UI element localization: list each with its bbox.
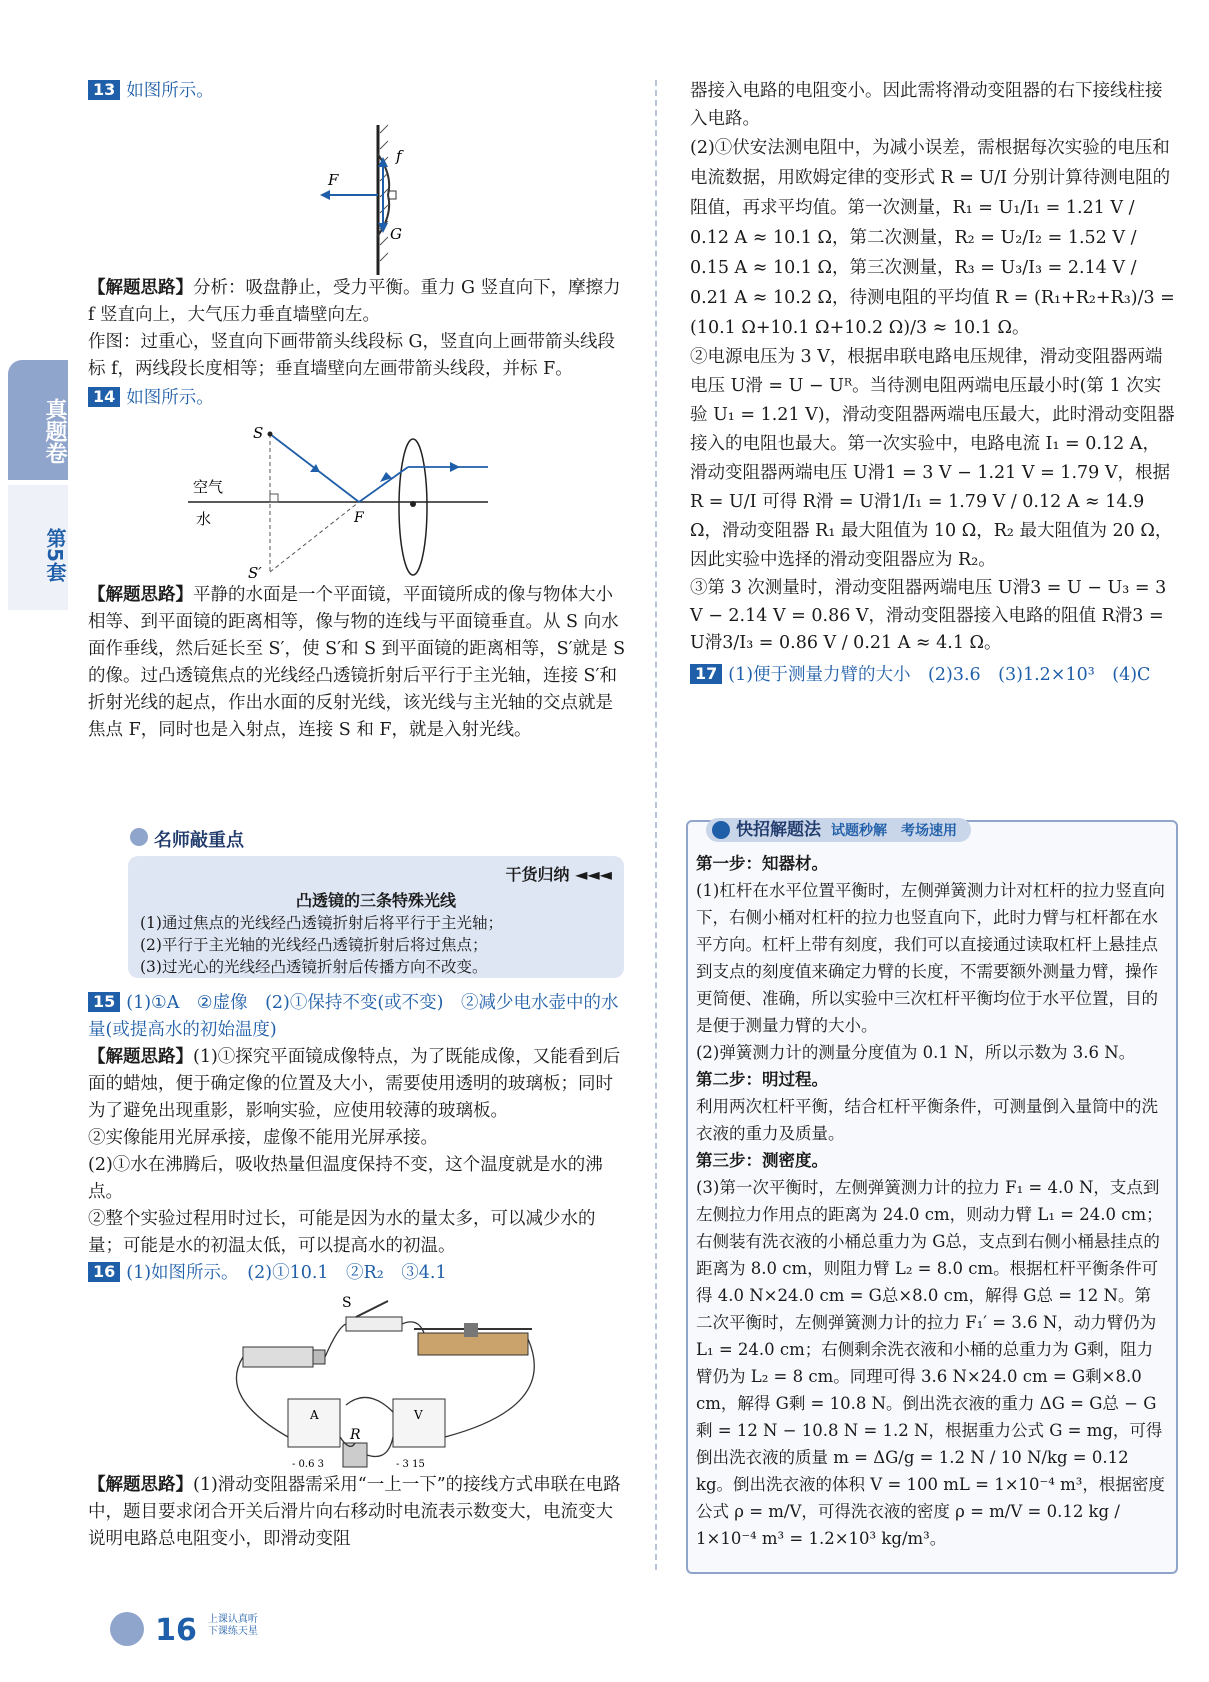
tip-body [128, 856, 624, 978]
q14-think-label: 【解题思路】 [88, 585, 193, 605]
sidebar-label-b: 第5套 [8, 485, 68, 610]
tip-tag: 干货归纳 ◄◄◄ [505, 865, 612, 884]
q13-answer: 如图所示。 [126, 81, 214, 101]
q16-think: (1)滑动变阻器需采用“一上一下”的接线方式串联在电路中，题目要求闭合开关后滑片向右移动时电流表示数变大，电流变大说明电路总电阻变小，即滑动变阻 [88, 1475, 621, 1549]
q16-fig-R: R [350, 1427, 361, 1443]
tip-item: (1)通过焦点的光线经凸透镜折射后将平行于主光轴； [140, 914, 503, 932]
page-footer [110, 1612, 258, 1652]
column-divider [655, 80, 657, 1570]
method-box [686, 820, 1178, 1574]
q13-think: 分析：吸盘静止，受力平衡。重力 G 竖直向下，摩擦力 f 竖直向上，大气压力垂直墙壁向左。 [88, 278, 621, 325]
q16-fig-A: A [310, 1408, 319, 1422]
q16-cont-p1: 器接入电路的电阻变小。因此需将滑动变阻器的右下接线柱接入电路。 [690, 81, 1163, 129]
tip-header [128, 826, 244, 852]
footer-slogan-2: 下课练天星 [207, 1626, 258, 1637]
q14-fig-F: F [354, 510, 364, 526]
tip-box [128, 826, 624, 978]
tip-header-text: 名师敲重点 [154, 830, 244, 851]
q14-think: 平静的水面是一个平面镜，平面镜所成的像与物体大小相等、到平面镜的距离相等，像与物的连线与平面镜垂直。从 S 向水面作垂线，然后延长至 S′，使 S′和 S 到平面镜的距离相等，S′就是 S 的像。过凸透镜焦点的光线经凸透镜折射后平行于主光轴，连接 S′和折射光线的起点，作出水面的反射光线，该光线与主光轴的交点就是焦点 F，同时也是入射点，连接 S 和 F，就是入射光线。 [88, 585, 626, 740]
sidebar-label-a: 真题卷 [8, 360, 68, 480]
q15-line: ②实像能用光屏承接，虚像不能用光屏承接。 [88, 1128, 438, 1148]
method-header-text: 快招解题法 [736, 820, 821, 840]
q14-figure [88, 412, 628, 582]
q16-cont-p2: (2)①伏安法测电阻中，为减小误差，需根据每次实验的电压和电流数据，用欧姆定律的变形式 R = U/I 分别计算待测电阻的阻值，再求平均值。第一次测量，R₁ = U₁/I₁ = 1.21 V / 0.12 A ≈ 10.1 Ω，第二次测量，R₂ = U₂/I₂ = 1.52 V / 0.15 A ≈ 10.1 Ω，第三次测量，R₃ = U₃/I₃ = 2.14 V / 0.21 A ≈ 10.2 Ω，待测电阻的平均值 R = (R₁+R₂+R₃)/3 = (10.1 Ω+10.1 Ω+10.2 Ω)/3 ≈ 10.1 Ω。 [690, 138, 1175, 338]
method-step: 第三步：测密度。 [696, 1151, 828, 1170]
q14-fig-water: 水 [196, 510, 212, 528]
tip-item: (2)平行于主光轴的光线经凸透镜折射后将过焦点； [140, 936, 488, 954]
footer-slogan [208, 1614, 258, 1638]
method-content [696, 850, 1166, 1552]
q17-number: 17 [690, 664, 722, 684]
q15-answer: (1)①A ②虚像 (2)①保持不变(或不变) ②减少电水壶中的水量(或提高水的初始温度) [88, 993, 619, 1040]
q13-draw: 作图：过重心，竖直向下画带箭头线段标 G，竖直向上画带箭头线段标 f，两线段长度相等；垂直墙壁向左画带箭头线段，并标 F。 [88, 332, 616, 379]
method-text: (3)第一次平衡时，左侧弹簧测力计的拉力 F₁ = 4.0 N，支点到左侧拉力作用点的距离为 24.0 cm，则动力臂 L₁ = 24.0 cm；右侧装有洗衣液的小桶总重力为 G总，支点到右侧小桶悬挂点的距离为 8.0 cm，则阻力臂 L₂ = 8.0 cm。根据杠杆平衡条件可得 4.0 N×24.0 cm = G总×8.0 cm，解得 G总 = 12 N。第二次平衡时，左侧弹簧测力计的拉力 F₁′ = 3.6 N，动力臂仍为 L₁ = 24.0 cm；右侧剩余洗衣液和小桶的总重力为 G剩，阻力臂仍为 L₂ = 8 cm。同理可得 3.6 N×24.0 cm = G剩×8.0 cm，解得 G剩 = 10.8 N。倒出洗衣液的重力 ΔG = G总 − G剩 = 12 N − 10.8 N = 1.2 N，根据重力公式 G = mg，可得倒出洗衣液的质量 m = ΔG/g = 1.2 N / 10 N/kg = 0.12 kg。倒出洗衣液的体积 V = 100 mL = 1×10⁻⁴ m³，根据密度公式 ρ = m/V，可得洗衣液的密度 ρ = m/V = 0.12 kg / 1×10⁻⁴ m³ = 1.2×10³ kg/m³。 [696, 1178, 1165, 1548]
right-column [690, 78, 1175, 689]
method-text: 利用两次杠杆平衡，结合杠杆平衡条件，可测量倒入量筒中的洗衣液的重力及质量。 [696, 1097, 1158, 1143]
q14-number: 14 [88, 387, 120, 407]
q14-answer: 如图所示。 [126, 388, 214, 408]
footer-mascot-icon [110, 1612, 144, 1646]
tip-title: 凸透镜的三条特殊光线 [295, 891, 456, 910]
method-text: (2)弹簧测力计的测量分度值为 0.1 N，所以示数为 3.6 N。 [696, 1043, 1136, 1062]
method-step: 第二步：明过程。 [696, 1070, 828, 1089]
q16-cont-p3: ②电源电压为 3 V，根据串联电路电压规律，滑动变阻器两端电压 U滑 = U − Uᴿ。当待测电阻两端电压最小时(第 1 次实验 U₁ = 1.21 V)，滑动变阻器两端电压最大，此时滑动变阻器接入的电阻也最大。第一次实验中，电路电流 I₁ = 0.12 A，滑动变阻器两端电压 U滑1 = 3 V − 1.21 V = 1.79 V，根据 R = U/I 可得 R滑 = U滑1/I₁ = 1.79 V / 0.12 A ≈ 14.9 Ω，滑动变阻器 R₁ 最大阻值为 10 Ω，R₂ 最大阻值为 20 Ω，因此实验中选择的滑动变阻器应为 R₂。 [690, 347, 1175, 570]
method-header-sub: 试题秒解 考场速用 [831, 823, 957, 839]
q14-fig-air: 空气 [193, 478, 224, 496]
q15-line: (1)①探究平面镜成像特点，为了既能成像，又能看到后面的蜡烛，便于确定像的位置及大小，需要使用透明的玻璃板；同时为了避免出现重影，影响实验，应使用较薄的玻璃板。 [88, 1047, 621, 1121]
q14-fig-S: S [253, 424, 264, 442]
q13-figure [88, 105, 628, 275]
q16-fig-S: S [342, 1295, 352, 1311]
method-step: 第一步：知器材。 [696, 854, 828, 873]
method-text: (1)杠杆在水平位置平衡时，左侧弹簧测力计对杠杆的拉力竖直向下，右侧小桶对杠杆的拉力也竖直向下，此时力臂与杠杆都在水平方向。杠杆上带有刻度，我们可以直接通过读取杠杆上悬挂点到支点的刻度值来确定力臂的长度，不需要额外测量力臂，操作更简便、准确，所以实验中三次杠杆平衡均位于水平位置，目的是便于测量力臂的大小。 [696, 881, 1165, 1035]
q15-line: ②整个实验过程用时过长，可能是因为水的量太多，可以减少水的量；可能是水的初温太低，可以提高水的初温。 [88, 1209, 596, 1256]
q16-number: 16 [88, 1262, 120, 1282]
q15-number: 15 [88, 992, 120, 1012]
tip-item: (3)过光心的光线经凸透镜折射后传播方向不改变。 [140, 958, 488, 976]
q16-fig-v-scale: - 3 15 [396, 1459, 425, 1470]
q16-fig-V: V [414, 1408, 423, 1422]
q13-fig-G: G [390, 225, 402, 243]
q14-fig-S2: S′ [248, 564, 262, 582]
q16-circuit-figure [88, 1287, 628, 1472]
sidebar-tab [8, 360, 68, 615]
q16-cont-p4: ③第 3 次测量时，滑动变阻器两端电压 U滑3 = U − U₃ = 3 V − 2.14 V = 0.86 V，滑动变阻器接入电路的阻值 R滑3 = U滑3/I₃ = 0.86 V / 0.21 A ≈ 4.1 Ω。 [690, 578, 1167, 653]
q15-line: (2)①水在沸腾后，吸收热量但温度保持不变，这个温度就是水的沸点。 [88, 1155, 603, 1202]
left-column-lower [88, 990, 628, 1553]
q15-think-label: 【解题思路】 [88, 1047, 193, 1067]
q13-fig-f: f [396, 147, 402, 165]
method-header [706, 818, 971, 842]
page-number: 16 [155, 1613, 197, 1648]
method-header-icon [712, 821, 730, 839]
q17-answer: (1)便于测量力臂的大小 (2)3.6 (3)1.2×10³ (4)C [728, 664, 1151, 685]
tip-items [140, 912, 503, 978]
q16-answer: (1)如图所示。 (2)①10.1 ②R₂ ③4.1 [126, 1263, 447, 1283]
q13-fig-F: F [328, 171, 339, 189]
q13-number: 13 [88, 80, 120, 100]
q16-think-label: 【解题思路】 [88, 1475, 193, 1495]
q16-fig-a-scale: - 0.6 3 [292, 1459, 325, 1470]
q13-think-label: 【解题思路】 [88, 278, 193, 298]
left-column [88, 78, 628, 744]
tip-header-icon [130, 828, 148, 846]
footer-slogan-1: 上课认真听 [207, 1614, 258, 1625]
